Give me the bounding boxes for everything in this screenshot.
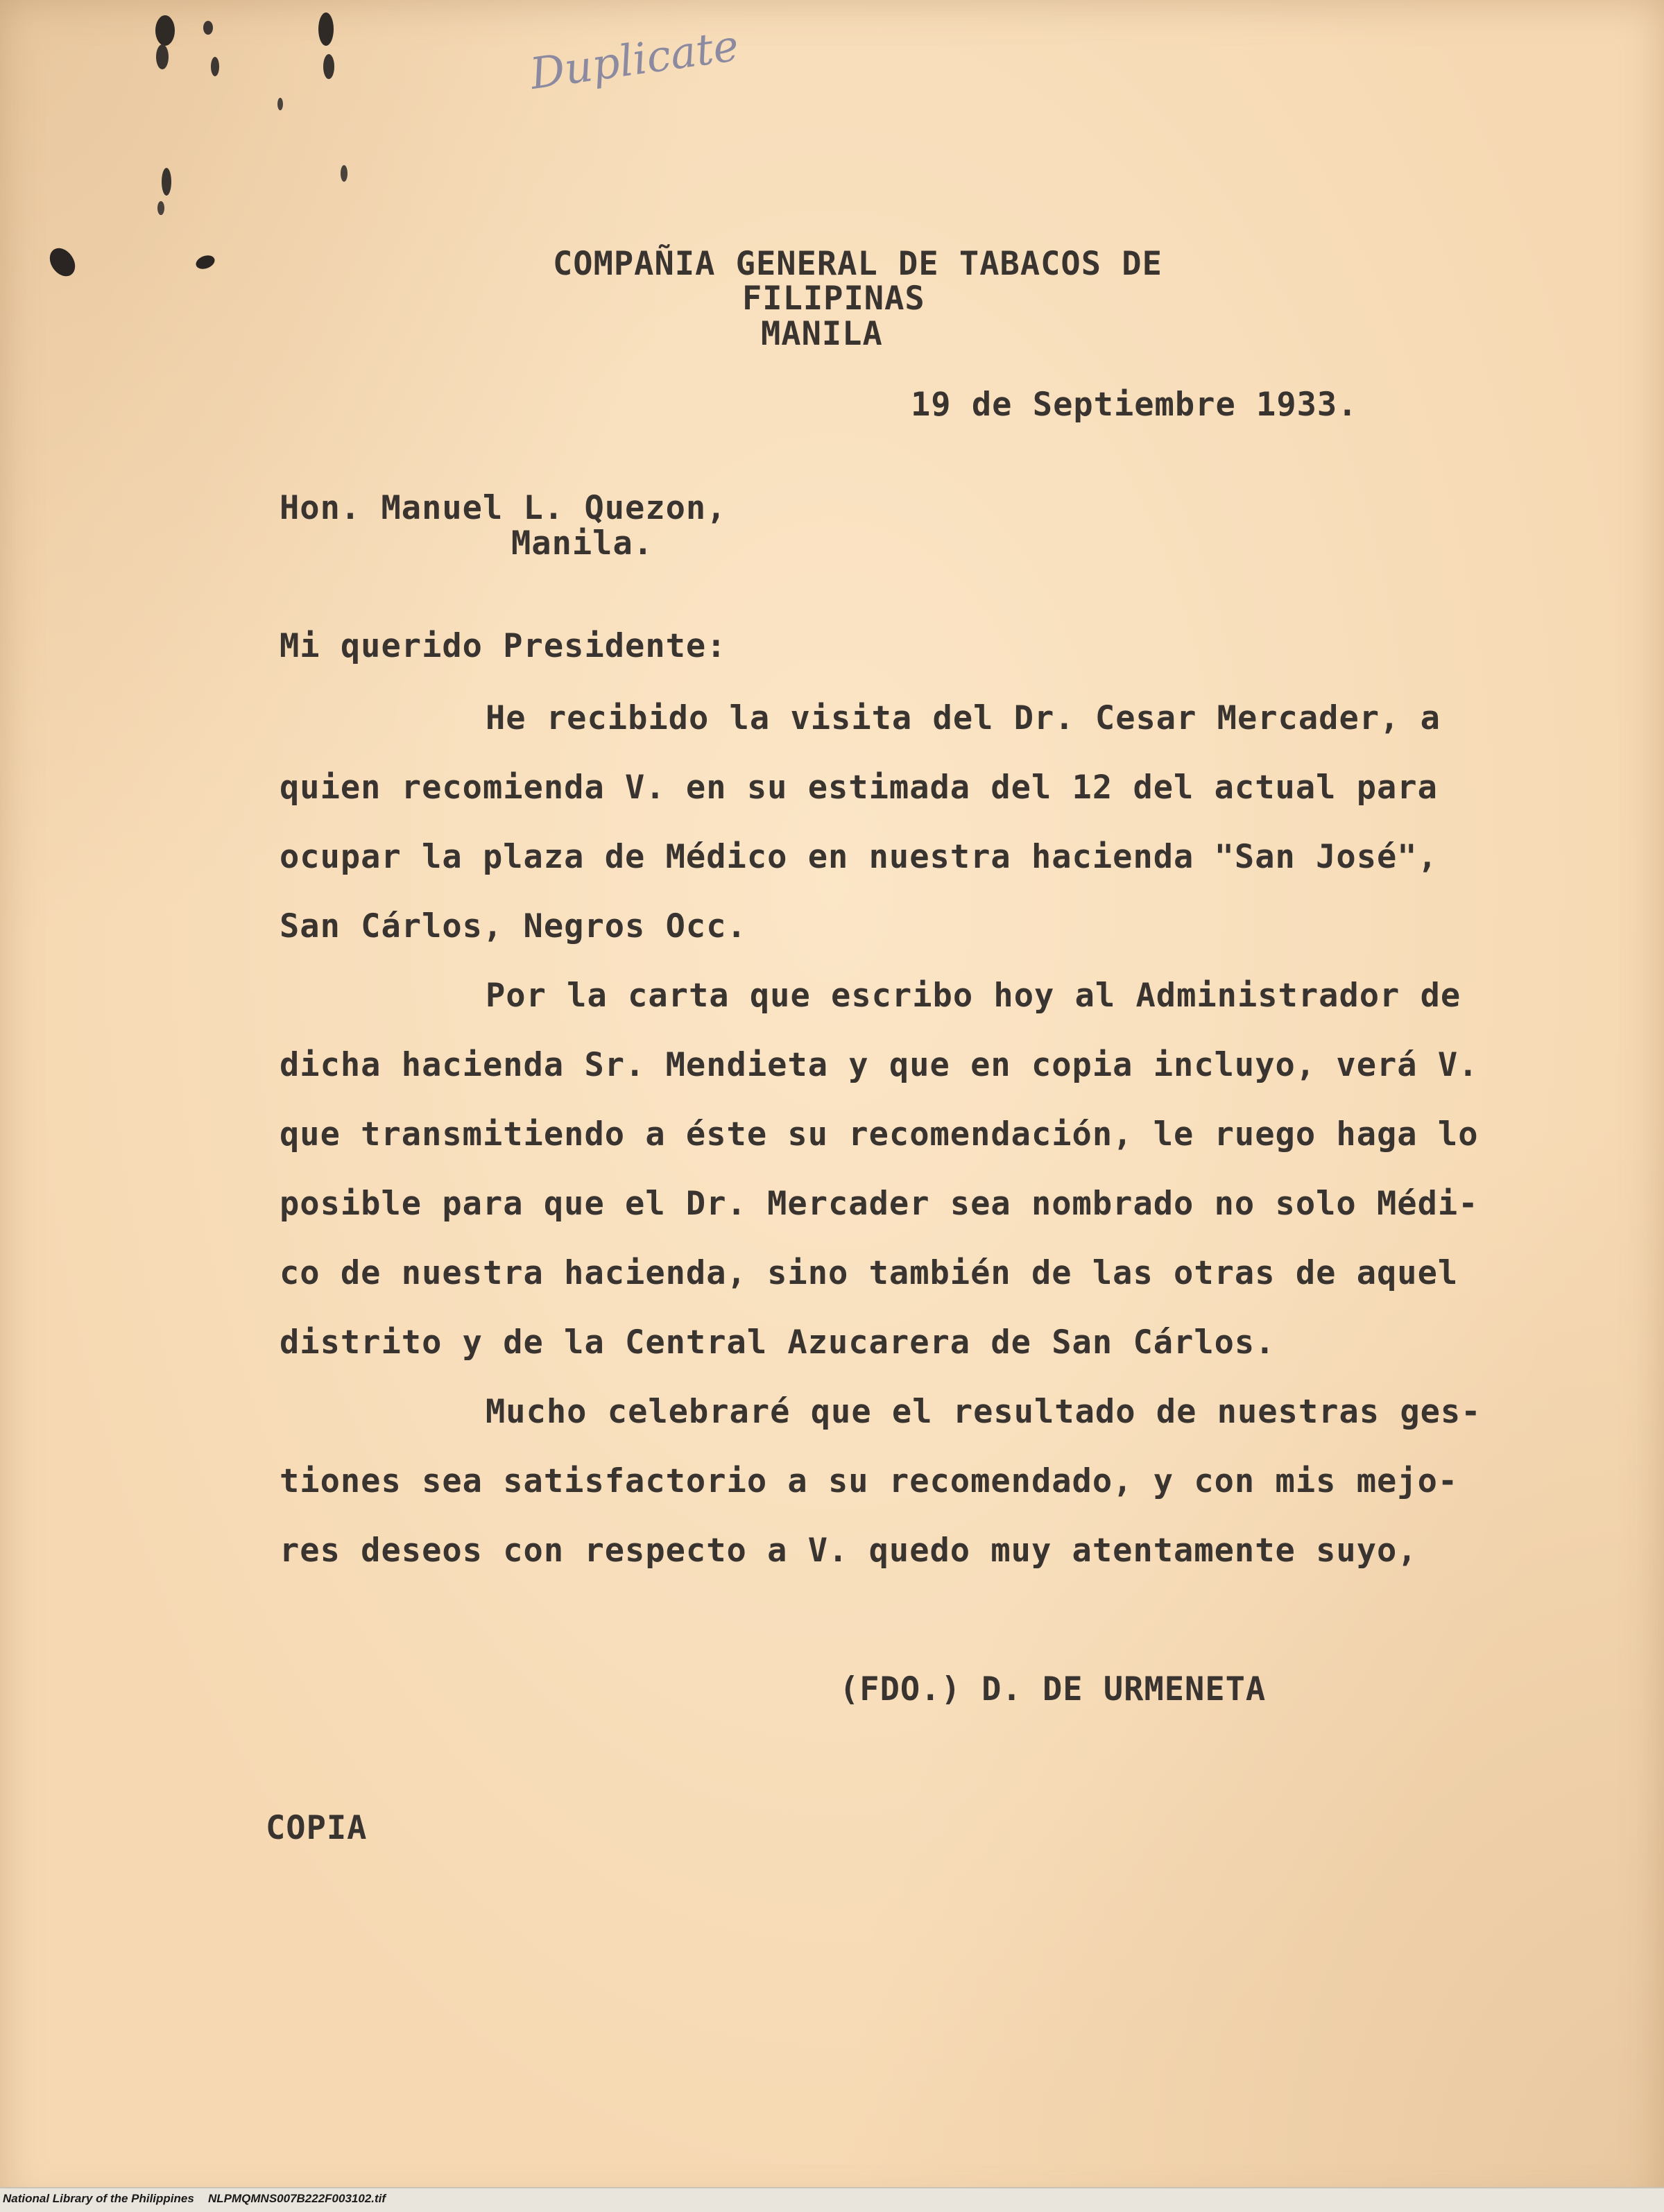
letterhead-country: FILIPINAS	[742, 280, 925, 318]
binder-holes	[0, 0, 416, 312]
body-line: quien recomienda V. en su estimada del 12 del actual para	[280, 769, 1438, 807]
copy-mark: COPIA	[266, 1809, 368, 1847]
recipient-name: Hon. Manuel L. Quezon,	[280, 489, 727, 527]
binder-hole-mark	[155, 15, 175, 46]
footer-institution: National Library of the Philippines	[3, 2192, 194, 2205]
body-line: He recibido la visita del Dr. Cesar Mercader, a	[486, 699, 1441, 737]
body-line: dicha hacienda Sr. Mendieta y que en copia incluyo, verá V.	[280, 1046, 1479, 1084]
binder-hole-mark	[203, 21, 213, 35]
body-line: que transmitiendo a éste su recomendación, le ruego haga lo	[280, 1115, 1479, 1154]
binder-hole-mark	[194, 253, 216, 271]
letterhead-city: MANILA	[761, 315, 883, 353]
body-line: tiones sea satisfactorio a su recomendado, y con mis mejo-	[280, 1462, 1459, 1500]
letterhead-company: COMPAÑIA GENERAL DE TABACOS DE	[553, 245, 1163, 283]
binder-hole-mark	[162, 168, 171, 196]
body-line: ocupar la plaza de Médico en nuestra hacienda "San José",	[280, 838, 1438, 876]
salutation: Mi querido Presidente:	[280, 627, 727, 665]
binder-hole-mark	[44, 243, 80, 281]
body-line: posible para que el Dr. Mercader sea nombrado no solo Médi-	[280, 1185, 1479, 1223]
binder-hole-mark	[211, 57, 219, 76]
binder-hole-mark	[156, 44, 169, 69]
body-line: co de nuestra hacienda, sino también de las otras de aquel	[280, 1254, 1459, 1292]
binder-hole-mark	[323, 54, 334, 79]
signature: (FDO.) D. DE URMENETA	[839, 1670, 1267, 1708]
body-line: Mucho celebraré que el resultado de nuestras ges-	[486, 1393, 1482, 1431]
footer-filename: NLPMQMNS007B222F003102.tif	[208, 2192, 386, 2205]
body-line: distrito y de la Central Azucarera de San Cárlos.	[280, 1323, 1276, 1362]
binder-hole-mark	[277, 98, 283, 110]
binder-hole-mark	[341, 165, 348, 182]
body-line: San Cárlos, Negros Occ.	[280, 907, 747, 945]
letter-date: 19 de Septiembre 1933.	[911, 386, 1358, 424]
body-line: Por la carta que escribo hoy al Administrador de	[486, 977, 1461, 1015]
binder-hole-mark	[157, 201, 164, 215]
body-line: res deseos con respecto a V. quedo muy atentamente suyo,	[280, 1532, 1418, 1570]
handwritten-duplicate-note: Duplicate	[526, 19, 742, 99]
binder-hole-mark	[318, 12, 334, 46]
recipient-city: Manila.	[511, 524, 654, 563]
